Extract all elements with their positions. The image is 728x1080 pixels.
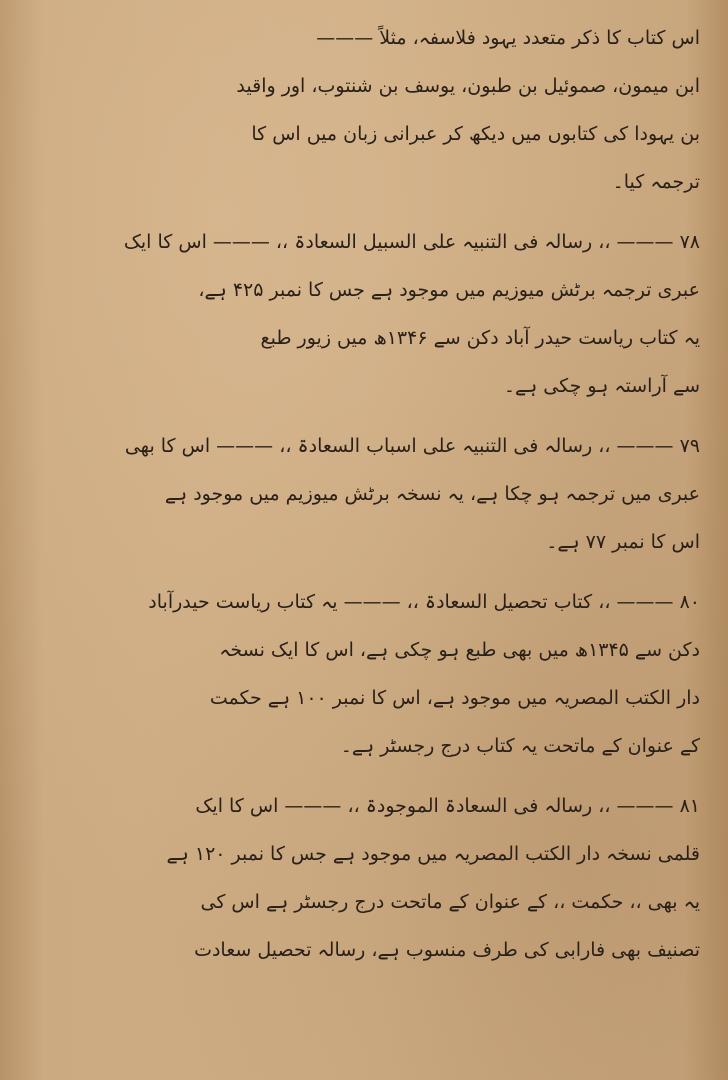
text-line-4: ترجمہ کیا۔	[612, 171, 700, 193]
text-line-10: عبری میں ترجمہ ہو چکا ہے، یہ نسخہ برٹش میوزیم میں موجود ہے	[164, 483, 700, 505]
entry-81-heading: ۸۱ ——— ،، رسالہ فی السعادۃ الموجودۃ ،، ——— اس کا ایک	[195, 795, 700, 817]
text-line-15: کے عنوان کے ماتحت یہ کتاب درج رجسٹر ہے۔	[340, 735, 700, 757]
text-line-3: بن یہودا کی کتابوں میں دیکھ کر عبرانی زبان میں اس کا	[251, 123, 700, 145]
text-line-6: عبری ترجمہ برٹش میوزیم میں موجود ہے جس کا نمبر ۴۲۵ ہے،	[198, 279, 700, 301]
text-line-11: اس کا نمبر ۷۷ ہے۔	[546, 531, 700, 553]
text-line-2: ابن میمون، صموئیل بن طبون، یوسف بن شنتوب، اور واقید	[236, 75, 700, 97]
text-body	[28, 14, 700, 974]
entry-78-heading: ۷۸ ——— ،، رسالہ فی التنبیہ علی السبیل السعادۃ ،، ——— اس کا ایک	[123, 231, 700, 253]
text-line-1: اس کتاب کا ذکر متعدد یہود فلاسفہ، مثلاً ———	[316, 27, 700, 49]
text-line-13: دکن سے ۱۳۴۵ھ میں بھی طبع ہو چکی ہے، اس کا ایک نسخہ	[219, 639, 700, 661]
text-line-19: تصنیف بھی فارابی کی طرف منسوب ہے، رسالہ تحصیل سعادت	[194, 939, 700, 961]
text-line-18: یہ بھی ،، حکمت ،، کے عنوان کے ماتحت درج رجسٹر ہے اس کی	[200, 891, 700, 913]
entry-80-heading: ۸۰ ——— ،، کتاب تحصیل السعادۃ ،، ——— یہ کتاب ریاست حیدرآباد	[148, 591, 700, 613]
entry-79-heading: ۷۹ ——— ،، رسالہ فی التنبیہ علی اسباب السعادۃ ،، ——— اس کا بھی	[124, 435, 700, 457]
text-line-8: سے آراستہ ہو چکی ہے۔	[503, 375, 700, 397]
text-line-14: دار الکتب المصریہ میں موجود ہے، اس کا نمبر ۱۰۰ ہے حکمت	[209, 687, 700, 709]
text-line-17: قلمی نسخہ دار الکتب المصریہ میں موجود ہے جس کا نمبر ۱۲۰ ہے	[166, 843, 700, 865]
text-line-7: یہ کتاب ریاست حیدر آباد دکن سے ۱۳۴۶ھ میں زیور طبع	[260, 327, 700, 349]
